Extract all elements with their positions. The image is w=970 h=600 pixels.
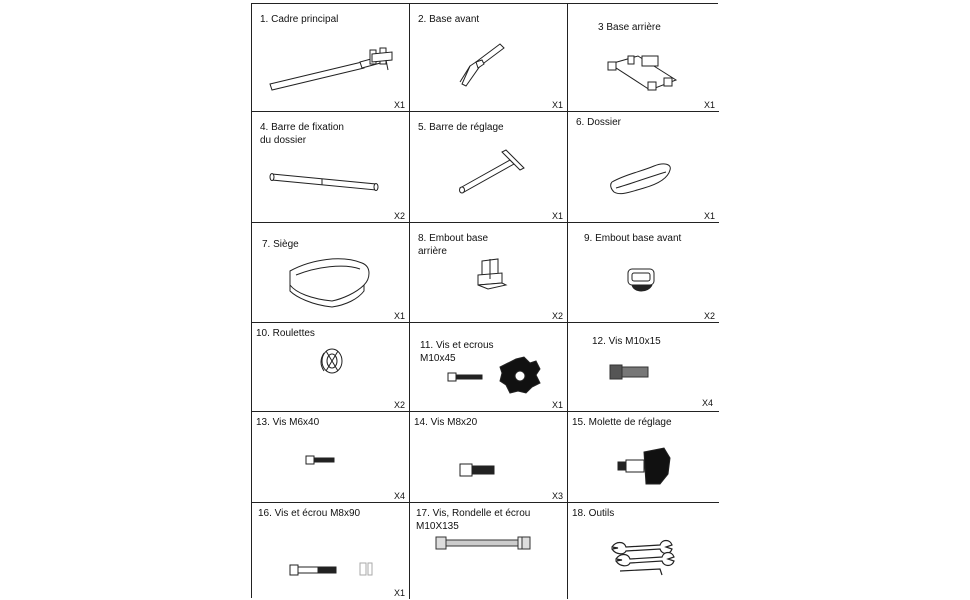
- part-cell-13: [252, 412, 410, 503]
- part-label: 5. Barre de réglage: [418, 122, 504, 133]
- part-label: 17. Vis, Rondelle et écrou M10X135: [416, 508, 531, 532]
- part-cell-1: [252, 4, 410, 112]
- part-quantity: X2: [703, 311, 715, 321]
- part-label: 6. Dossier: [576, 117, 622, 128]
- part-cell-14: [410, 412, 568, 503]
- part-quantity: X1: [703, 211, 715, 221]
- part-label: 11. Vis et ecrous M10x45: [420, 340, 494, 364]
- part-quantity: X2: [551, 311, 563, 321]
- part-cell-2: [410, 4, 568, 112]
- part-cell-6: [568, 112, 719, 223]
- part-cell-4: [252, 112, 410, 223]
- part-quantity: X1: [703, 100, 715, 110]
- part-quantity: X3: [551, 491, 563, 501]
- part-label: 12. Vis M10x15: [592, 336, 661, 347]
- part-quantity: X1: [551, 100, 563, 110]
- parts-list-table: [251, 3, 718, 598]
- part-quantity: X4: [701, 398, 713, 408]
- part-quantity: X1: [393, 588, 405, 598]
- part-cell-3: [568, 4, 719, 112]
- part-quantity: X2: [393, 211, 405, 221]
- part-label: 14. Vis M8x20: [414, 417, 478, 428]
- part-label: 13. Vis M6x40: [256, 417, 320, 428]
- part-label: 3 Base arrière: [598, 22, 661, 33]
- part-cell-16: [252, 503, 410, 599]
- part-quantity: X1: [551, 400, 563, 410]
- part-cell-5: [410, 112, 568, 223]
- part-label: 18. Outils: [572, 508, 615, 519]
- part-label: 2. Base avant: [418, 14, 480, 25]
- part-quantity: X1: [393, 311, 405, 321]
- part-cell-12: [568, 323, 719, 412]
- part-label: 8. Embout base arrière: [418, 233, 489, 257]
- part-quantity: X2: [393, 400, 405, 410]
- part-label: 15. Molette de réglage: [572, 417, 672, 428]
- part-label: 16. Vis et écrou M8x90: [258, 508, 361, 519]
- part-cell-9: [568, 223, 719, 323]
- part-cell-17: [410, 503, 568, 599]
- part-label: 1. Cadre principal: [260, 14, 339, 25]
- part-cell-10: [252, 323, 410, 412]
- part-cell-11: [410, 323, 568, 412]
- part-quantity: X1: [393, 100, 405, 110]
- part-label: 4. Barre de fixation du dossier: [260, 122, 344, 146]
- part-label: 10. Roulettes: [256, 328, 315, 339]
- part-label: 7. Siège: [262, 239, 299, 250]
- part-quantity: X1: [551, 211, 563, 221]
- part-label: 9. Embout base avant: [584, 233, 682, 244]
- bolt-and-knob-icon: [410, 323, 568, 412]
- part-cell-15: [568, 412, 719, 503]
- part-cell-18: [568, 503, 719, 599]
- part-cell-7: [252, 223, 410, 323]
- part-quantity: X4: [393, 491, 405, 501]
- part-cell-8: [410, 223, 568, 323]
